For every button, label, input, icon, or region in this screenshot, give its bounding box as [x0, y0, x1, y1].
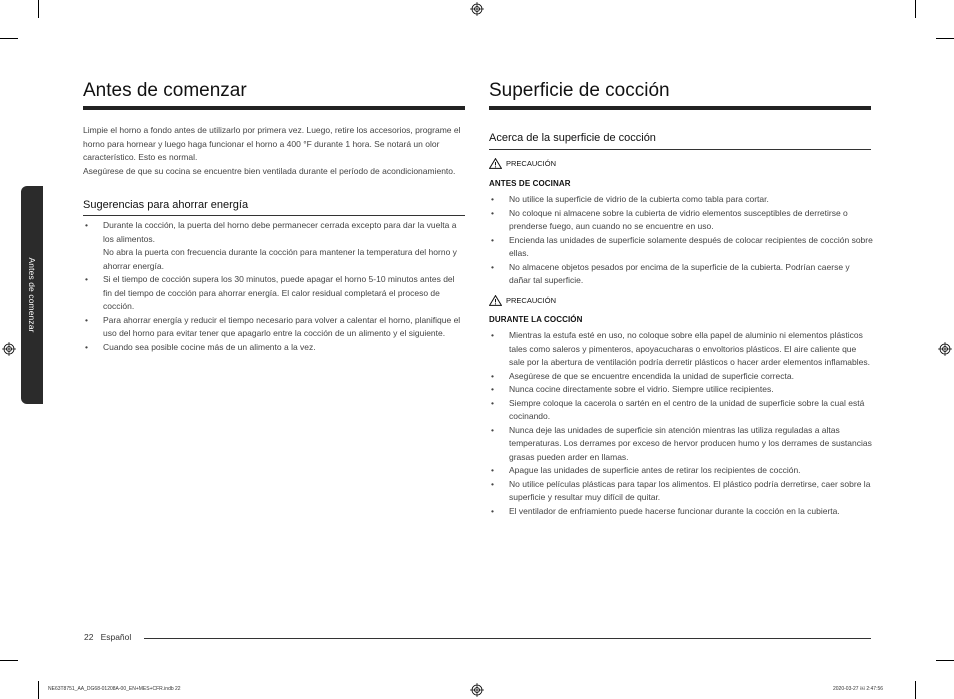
crop-mark [0, 660, 18, 661]
warning-triangle-icon [489, 295, 502, 306]
left-intro [83, 124, 465, 178]
right-page-title: Superficie de cocción [489, 80, 670, 101]
left-page-title: Antes de comenzar [83, 80, 247, 101]
list-item: • Mientras la estufa esté en uso, no coloque sobre ella papel de aluminio ni elementos plásticos tales como saleros y pimenteros, apoyacucharas o envoltorios plásticos. El aire caliente que sale por la abertura de ventilación podría derretir plásticos o hacer arder elementos inflamables. [489, 329, 873, 370]
print-slug-right: 2020-03-27 ￼ 2:47:56 [833, 686, 884, 692]
registration-mark-icon [470, 2, 484, 16]
list-item: • Siempre coloque la cacerola o sartén en el centro de la unidad de superficie sobre la cual está cocinando. [489, 397, 873, 424]
caution-heading [489, 295, 556, 306]
crop-mark [936, 38, 954, 39]
list-item: • Apague las unidades de superficie antes de retirar los recipientes de cocción. [489, 464, 873, 478]
left-section-title: Sugerencias para ahorrar energía [83, 199, 249, 211]
list-item-text: • Durante la cocción, la puerta del horno debe permanecer cerrada excepto para dar la vuelta a los alimentos. [103, 220, 457, 244]
print-slug-left: NE63T8751_AA_DG68-01208A-00_EN+MES+CFR.indb 22 [48, 686, 181, 692]
left-bullet-list [83, 219, 465, 354]
list-item: • No utilice películas plásticas para tapar los alimentos. El plástico podría derretirse, caer sobre la superficie y resultar muy difícil de quitar. [489, 478, 873, 505]
list-item: • Nunca cocine directamente sobre el vidrio. Siempre utilice recipientes. [489, 383, 873, 397]
right-section-title: Acerca de la superficie de cocción [489, 132, 656, 144]
caution-label: PRECAUCIÓN [506, 159, 557, 168]
caution1-bullet-list [489, 193, 873, 288]
list-item: • Nunca deje las unidades de superficie sin atención mientras las utiliza reguladas a altas temperaturas. Los derrames por exceso de hervor producen humo y los derrames de sustancias grasas pueden arder en llamas. [489, 424, 873, 465]
list-item [83, 273, 465, 314]
list-item-text: • Si el tiempo de cocción supera los 30 minutos, puede apagar el horno 5-10 minutos antes del fin del tiempo de cocción para ahorrar energía. El calor residual completará el proceso de cocción. [103, 274, 455, 311]
warning-triangle-icon [489, 158, 502, 169]
caution-heading [489, 158, 556, 169]
chapter-side-tab [21, 186, 43, 404]
right-title-rule [489, 106, 871, 110]
crop-mark [936, 660, 954, 661]
intro-paragraph: Asegúrese de que su cocina se encuentre bien ventilada durante el período de acondicionamiento. [83, 165, 456, 176]
crop-mark [38, 681, 39, 699]
list-item: • No utilice la superficie de vidrio de la cubierta como tabla para cortar. [489, 193, 873, 207]
list-item: • Asegúrese de que se encuentre encendida la unidad de superficie correcta. [489, 370, 873, 384]
crop-mark [915, 0, 916, 18]
registration-mark-icon [938, 342, 952, 356]
list-item: • Encienda las unidades de superficie solamente después de colocar recipientes de cocción sobre ellas. [489, 234, 873, 261]
registration-mark-icon [470, 683, 484, 697]
page-footer [84, 632, 131, 642]
caution-sublabel: DURANTE LA COCCIÓN [489, 315, 583, 324]
caution-label: PRECAUCIÓN [506, 296, 557, 305]
caution-sublabel: ANTES DE COCINAR [489, 179, 571, 188]
left-section-rule [83, 215, 465, 216]
crop-mark [0, 38, 18, 39]
list-item-text: • Para ahorrar energía y reducir el tiempo necesario para volver a calentar el horno, planifique el uso del horno para evitar tener que apagarlo entre la cocción de un alimento y el siguiente. [103, 314, 461, 338]
footer-rule [144, 638, 871, 639]
footer-language: Español [100, 632, 132, 642]
chapter-side-tab-label: Antes de comenzar [27, 257, 37, 333]
list-item [83, 314, 465, 341]
crop-mark [38, 0, 39, 18]
right-section-rule [489, 149, 871, 150]
list-item-text: • Cuando sea posible cocine más de un alimento a la vez. [103, 341, 316, 352]
page-number: 22 [84, 632, 94, 642]
list-item-extra: No abra la puerta con frecuencia durante la cocción para mantener la temperatura del horno y ahorrar energía. [103, 247, 457, 271]
list-item: • No coloque ni almacene sobre la cubierta de vidrio elementos susceptibles de derretirse o prenderse fuego, aun cuando no se encuentre en uso. [489, 207, 873, 234]
list-item: • No almacene objetos pesados por encima de la superficie de la cubierta. Podrían caerse y dañar tal superficie. [489, 261, 873, 288]
left-title-rule [83, 106, 465, 110]
crop-mark [915, 681, 916, 699]
list-item [83, 341, 465, 355]
list-item: • El ventilador de enfriamiento puede hacerse funcionar durante la cocción en la cubierta. [489, 505, 873, 519]
intro-paragraph: Limpie el horno a fondo antes de utilizarlo por primera vez. Luego, retire los accesorios, programe el horno para hornear y luego haga funcionar el horno a 400 °F durante 1 hora. Se notará un olor característico. Esto es normal. [83, 125, 461, 162]
list-item [83, 219, 465, 273]
caution2-bullet-list [489, 329, 873, 518]
registration-mark-icon [2, 342, 16, 356]
